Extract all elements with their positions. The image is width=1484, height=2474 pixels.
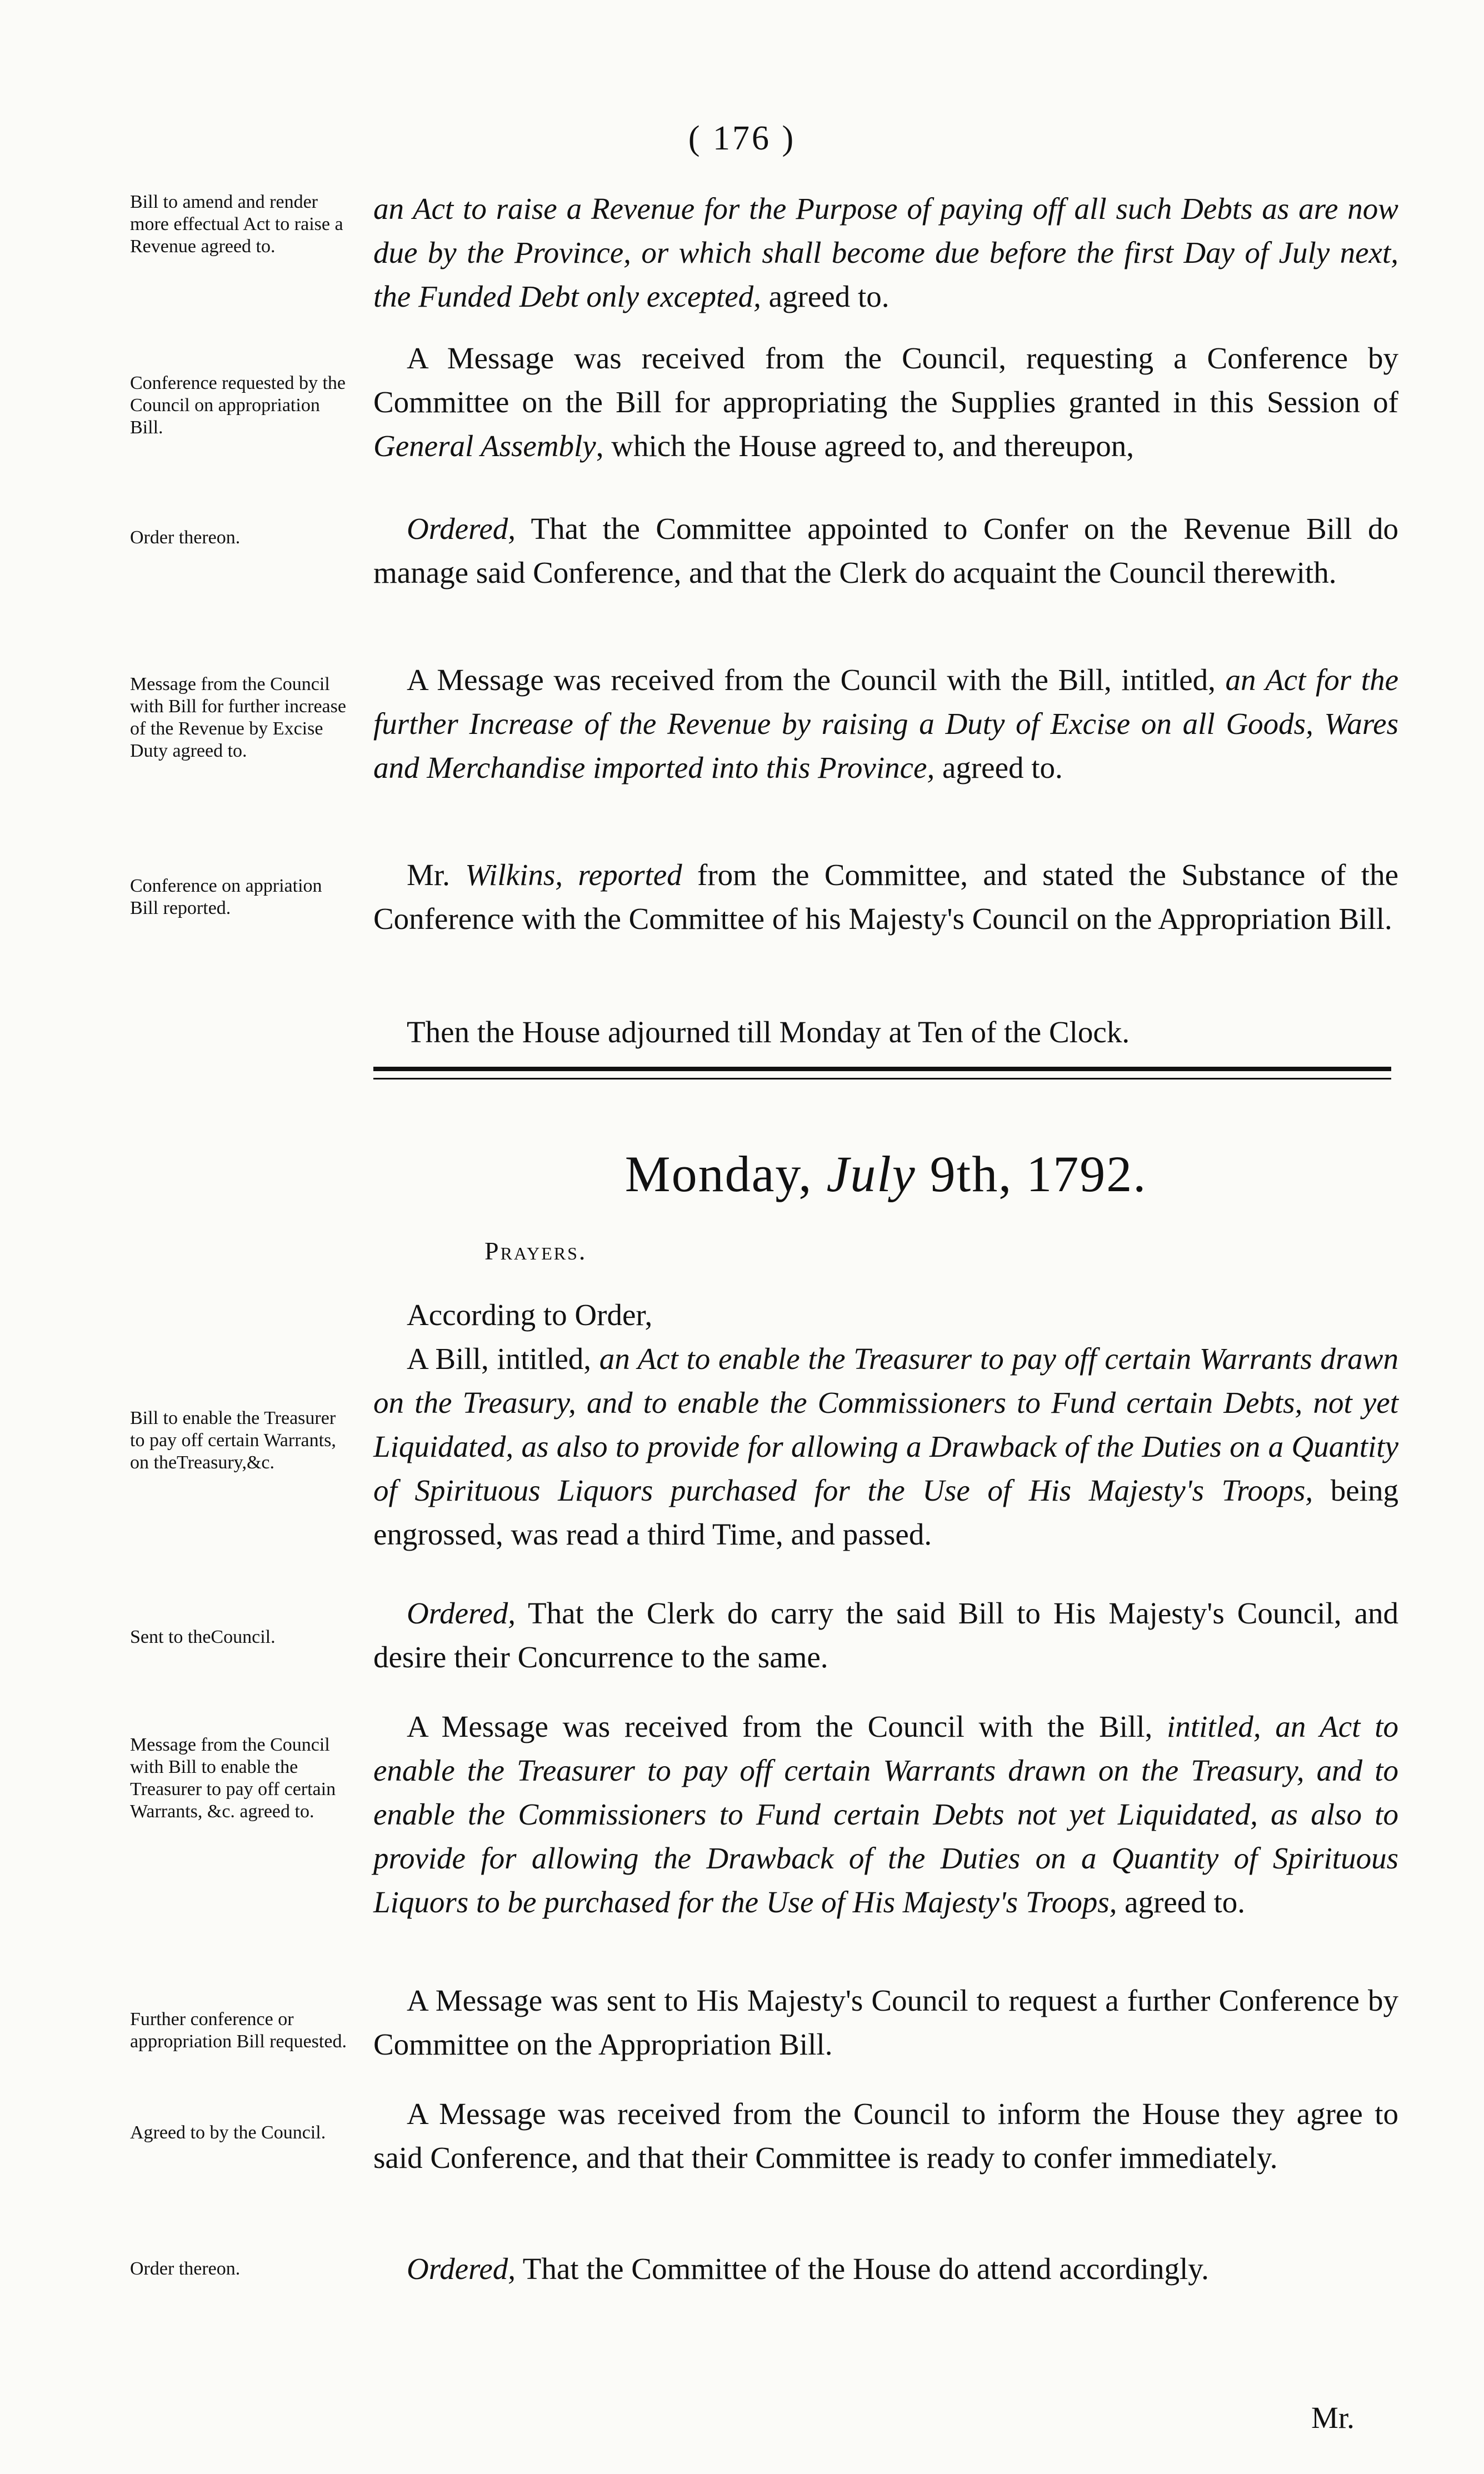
italic-text: an Act to raise a Revenue for the Purpose of paying off all such Debts as are now due by the Province, or which shall become due before the first Day of July next, the Funded Debt only excepted,: [373, 192, 1398, 313]
paragraph: [373, 1337, 1398, 1556]
margin-note: Message from the Council with Bill for further increase of the Revenue by Excise Duty agreed to.: [130, 674, 346, 761]
text: A Message was received from the Council with the Bill, intitled,: [407, 663, 1226, 697]
text: That the Committee appointed to Confer on the Revenue Bill do manage said Conference, and that the Clerk do acquaint the Council therewith.: [373, 512, 1398, 589]
margin-note: Sent to theCouncil.: [130, 1627, 276, 1647]
paragraph: [373, 853, 1398, 941]
paragraph: [373, 658, 1398, 789]
margin-note: Agreed to by the Council.: [130, 2122, 326, 2143]
text: from the Committee, and stated the Substance of the Conference with the Committee of his Majesty's Council on the Appropriation Bill.: [373, 858, 1398, 936]
italic-text: July: [826, 1146, 916, 1202]
paragraph: A Message was received from the Council to inform the House they agree to said Conference, and that their Committee is ready to confer immediately.: [373, 2097, 1398, 2175]
paragraph: A Message was sent to His Majesty's Council to request a further Conference by Committee on the Appropriation Bill.: [373, 1983, 1398, 2061]
margin-note: Bill to enable the Treasurer to pay off certain Warrants, on theTreasury,&c.: [130, 1408, 336, 1473]
italic-text: Wilkins, reported: [465, 858, 682, 892]
margin-note: Conference requested by the Council on appropriation Bill.: [130, 373, 346, 438]
margin-note: Order thereon.: [130, 527, 241, 548]
margin-note: Bill to amend and render more effectual Act to raise a Revenue agreed to.: [130, 192, 343, 257]
paragraph: According to Order,: [407, 1298, 653, 1332]
text: being engrossed, was read a third Time, and passed.: [373, 1473, 1398, 1551]
text: agreed to.: [761, 279, 890, 313]
italic-text: Ordered,: [407, 512, 516, 546]
italic-text: intitled, an Act to enable the Treasurer to pay off certain Warrants drawn on the Treasury, and to enable the Commissioners to Fund certain Debts not yet Liquidated, as also to provide for allowing the Drawback of the Duties on a Quantity of Spirituous Liquors to be purchased for the Use of His Majesty's Troops,: [373, 1710, 1398, 1919]
italic-text: an Act to enable the Treasurer to pay off certain Warrants drawn on the Treasury, and to enable the Commissioners to Fund certain Debts, not yet Liquidated, as also to provide for allowing a Drawback of the Duties on a Quantity of Spirituous Liquors purchased for the Use of His Majesty's Troops,: [373, 1342, 1398, 1507]
paragraph: [373, 1705, 1398, 1924]
paragraph: [373, 336, 1398, 468]
margin-note: Conference on appriation Bill reported.: [130, 876, 322, 918]
margin-note: Order thereon.: [130, 2258, 241, 2279]
prayers-heading: Prayers.: [484, 1237, 587, 1265]
italic-text: an Act for the further Increase of the Revenue by raising a Duty of Excise on all Goods, Wares and Merchandise imported into this Province,: [373, 663, 1398, 784]
text: agreed to.: [935, 751, 1063, 784]
paragraph: [373, 1591, 1398, 1679]
text: 9th, 1792.: [916, 1146, 1147, 1202]
date-heading: [373, 1144, 1398, 1203]
text: A Message was received from the Council with the Bill,: [407, 1710, 1167, 1743]
paragraph: [373, 187, 1398, 318]
text: That the Committee of the House do attend accordingly.: [516, 2252, 1209, 2286]
text: A Message was received from the Council, requesting a Conference by Committee on the Bill for appropriating the Supplies granted in this Session of: [373, 341, 1398, 419]
italic-text: Ordered,: [407, 1596, 516, 1630]
text: , which the House agreed to, and thereupon,: [596, 429, 1135, 463]
text: A Bill, intitled,: [407, 1342, 599, 1376]
italic-text: Ordered,: [407, 2252, 516, 2286]
catchword: Mr.: [1311, 2401, 1355, 2435]
text: That the Clerk do carry the said Bill to His Majesty's Council, and desire their Concurrence to the same.: [373, 1596, 1398, 1674]
margin-note: Message from the Council with Bill to enable the Treasurer to pay off certain Warrants, &c. agreed to.: [130, 1735, 336, 1822]
page-number: ( 176 ): [688, 119, 796, 157]
divider-rule: [373, 1078, 1391, 1079]
text: Monday,: [624, 1146, 827, 1202]
divider-rule: [373, 1067, 1391, 1071]
paragraph: Then the House adjourned till Monday at Ten of the Clock.: [407, 1015, 1130, 1049]
italic-text: General Assembly: [373, 429, 596, 463]
paragraph: [373, 507, 1398, 594]
text: agreed to.: [1117, 1885, 1245, 1919]
text: Mr.: [407, 858, 466, 892]
margin-note: Further conference or appropriation Bill requested.: [130, 2009, 347, 2052]
paragraph: [373, 2247, 1398, 2291]
